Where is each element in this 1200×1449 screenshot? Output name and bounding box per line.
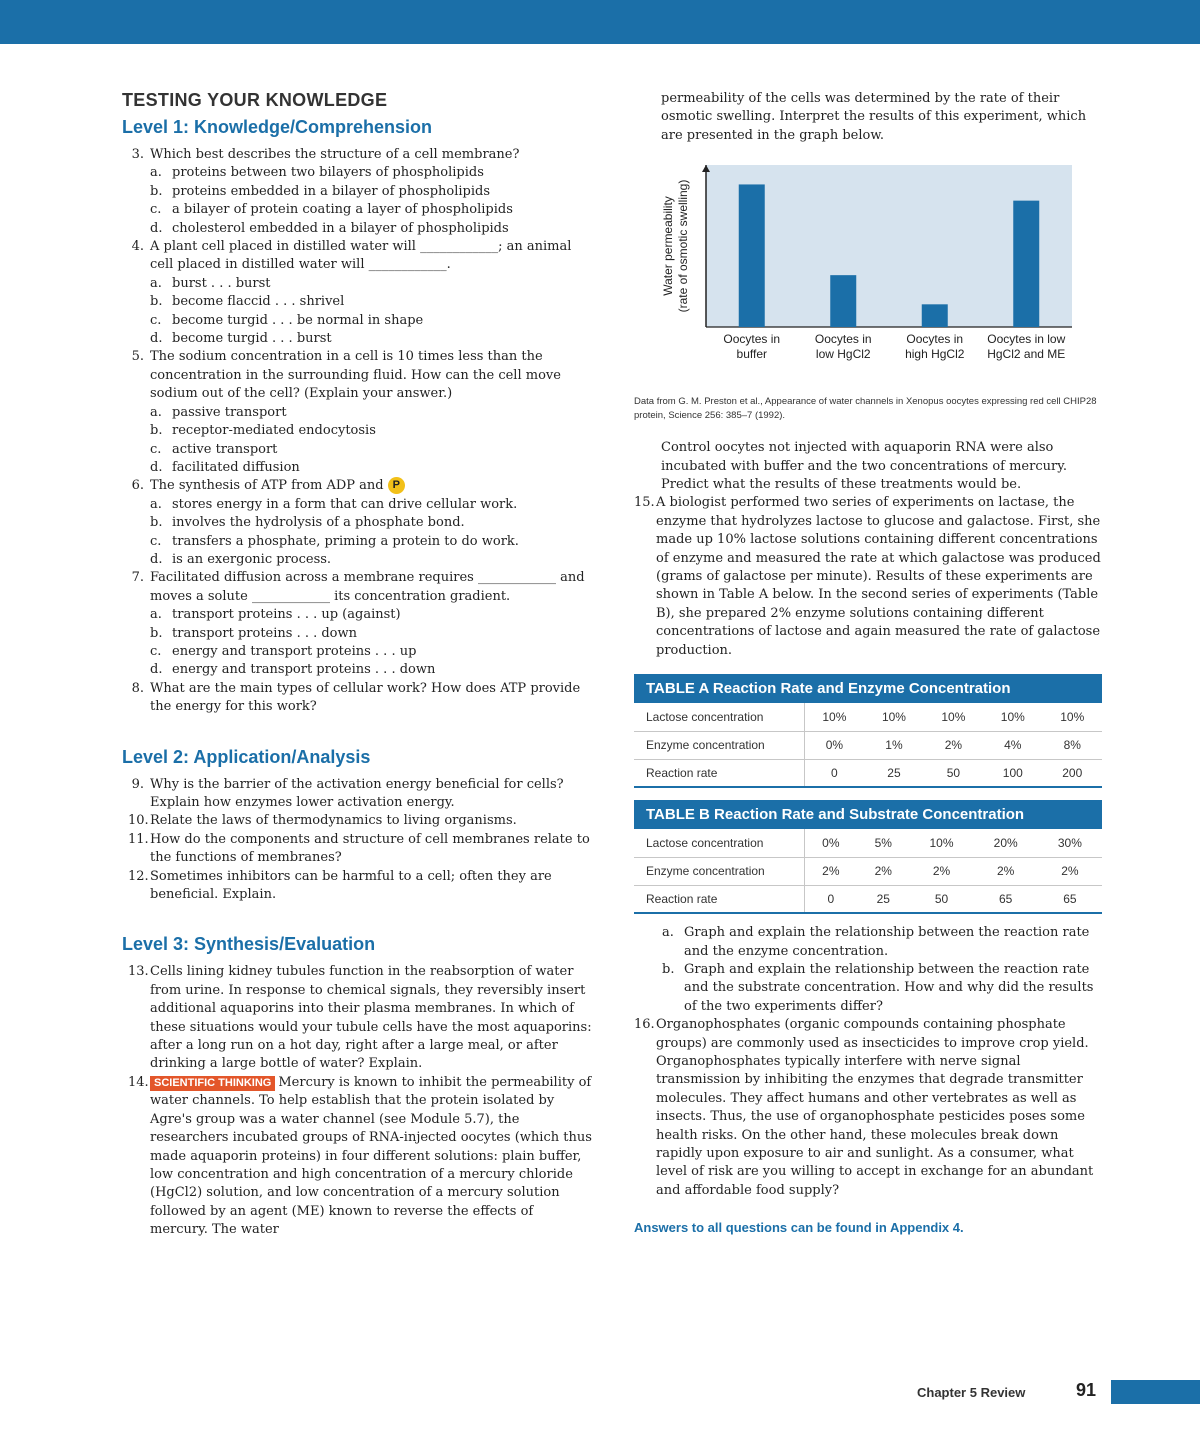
option-letter: a.	[150, 496, 162, 512]
y-axis-label: (rate of osmotic swelling)	[676, 179, 690, 313]
question	[128, 348, 592, 403]
question-number: 6.	[131, 478, 144, 494]
question-number: 3.	[131, 147, 144, 162]
option-letter: c.	[150, 202, 162, 218]
row-label: Enzyme concentration	[634, 731, 804, 759]
table-cell: 2%	[804, 857, 857, 885]
option-letter: b.	[662, 961, 675, 977]
table-cell: 0	[804, 759, 864, 787]
option-text: become flaccid . . . shrivel	[172, 294, 345, 310]
option-letter: c.	[150, 643, 162, 659]
table-cell: 50	[909, 885, 973, 913]
table-a-grid	[634, 703, 1102, 788]
answer-option	[150, 661, 592, 679]
table-cell: 0	[804, 885, 857, 913]
table-cell: 2%	[1038, 857, 1102, 885]
option-text: energy and transport proteins . . . up	[172, 643, 417, 659]
chart-caption: Data from G. M. Preston et al., Appearance of water channels in Xenopus oocytes expressing red cell CHIP28 protein, Science 256: 385–7 (1992).	[634, 396, 1097, 422]
chart-bar	[830, 275, 856, 327]
table-cell: 200	[1043, 759, 1102, 787]
table-b-grid	[634, 829, 1102, 914]
footer-bar	[1111, 1380, 1200, 1404]
answer-option	[150, 422, 592, 440]
option-letter: b.	[150, 423, 163, 439]
question-number: 9.	[131, 776, 144, 792]
question-text: A plant cell placed in distilled water will ____________; an animal cell placed in distilled water will ____________.	[150, 239, 572, 273]
option-text: active transport	[172, 441, 278, 457]
x-tick-label: HgCl2 and ME	[987, 347, 1066, 362]
question	[128, 868, 592, 905]
question-number: 7.	[131, 570, 144, 586]
table-cell: 2%	[857, 857, 909, 885]
page-number: 91	[1076, 1380, 1097, 1400]
table-row	[634, 857, 1102, 885]
chart-bar	[1013, 201, 1039, 327]
answer-option	[150, 441, 592, 459]
question	[128, 146, 592, 164]
option-letter: b.	[150, 625, 163, 641]
chart-bar	[922, 305, 948, 328]
table-cell: 100	[983, 759, 1042, 787]
question	[128, 776, 592, 813]
table-row	[634, 731, 1102, 759]
question-14-text: Mercury is known to inhibit the permeability of water channels. To help establish that the protein isolated by Agre's group was a water channel (see Module 5.7), the researchers incubated groups of RNA-injected oocytes (which thus made aquaporin proteins) in four different solutions: plain buffer, low concentration and high concentration of a mercury chloride (HgCl2) solution, and low concentration of a mercury solution followed by an agent (ME) known to reverse the effects of mercury. The water	[150, 1074, 592, 1238]
table-cell: 5%	[857, 829, 909, 857]
question-16: 16. Organophosphates (organic compounds containing phosphate groups) are commonly used as insecticides to improve crop yield. Organophosphates typically interfere with nerve signal transmission by inhibiting the enzymes that degrade transmitter molecules. They affect humans and other vertebrates as well as insects. Thus, the use of organophosphate pesticides poses some health risks. On the other hand, these molecules break down rapidly upon exposure to air and sunlight. As a consumer, what level of risk are you willing to accept in exchange for an abundant and affordable food supply?	[634, 1017, 1094, 1198]
control-oocytes-paragraph: Control oocytes not injected with aquaporin RNA were also incubated with buffer and the two concentrations of mercury. Predict what the results of these treatments would be.	[661, 440, 1067, 493]
option-letter: c.	[150, 533, 162, 549]
option-letter: b.	[150, 515, 163, 531]
question	[128, 831, 592, 868]
question-14: 14. SCIENTIFIC THINKING Mercury is known to inhibit the permeability of water channels. To help establish that the protein isolated by Agre's group was a water channel (see Module 5.7), the researchers incubated groups of RNA-injected oocytes (which thus made aquaporin proteins) in four different solutions: plain buffer, low concentration and high concentration of a mercury chloride (HgCl2) solution, and low concentration of a mercury solution followed by an agent (ME) known to reverse the effects of mercury. The water	[128, 1074, 592, 1238]
table-cell: 1%	[864, 731, 923, 759]
option-text: passive transport	[172, 404, 287, 420]
answer-option	[150, 330, 592, 348]
answer-option	[150, 496, 592, 514]
x-tick-label: Oocytes in	[814, 332, 872, 347]
question-text: What are the main types of cellular work? How does ATP provide the energy for this work?	[150, 680, 581, 715]
row-label: Lactose concentration	[634, 829, 804, 857]
level3-heading: Level 3: Synthesis/Evaluation	[122, 934, 376, 955]
option-text: stores energy in a form that can drive cellular work.	[172, 496, 518, 512]
question-13: 13. Cells lining kidney tubules function in the reabsorption of water from urine. In response to chemical signals, they reversibly insert additional aquaporins into their plasma membranes. In which of these situations would your tubule cells have the most aquaporins: after a long run on a hot day, right after a large meal, or after drinking a large bottle of water? Explain.	[128, 964, 592, 1072]
question	[128, 238, 592, 275]
table-cell: 10%	[924, 703, 983, 731]
option-letter: c.	[150, 312, 162, 328]
option-letter: d.	[150, 331, 163, 347]
scientific-thinking-badge: SCIENTIFIC THINKING	[150, 1076, 275, 1091]
question-number: 10.	[128, 813, 149, 829]
option-text: burst . . . burst	[172, 275, 271, 291]
table-a-title: TABLE A Reaction Rate and Enzyme Concentration	[634, 674, 1102, 703]
level2-questions	[122, 776, 592, 905]
phosphate-badge: P	[388, 477, 405, 494]
table-cell: 2%	[924, 731, 983, 759]
answer-option	[150, 643, 592, 661]
x-tick-label: Oocytes in low	[987, 332, 1066, 347]
option-letter: a.	[662, 925, 674, 941]
option-letter: a.	[150, 404, 162, 420]
option-text: become turgid . . . be normal in shape	[172, 312, 424, 328]
table-row	[634, 829, 1102, 857]
top-banner	[0, 0, 1200, 44]
answers-note: Answers to all questions can be found in Appendix 4.	[634, 1220, 964, 1236]
table-cell: 20%	[974, 829, 1038, 857]
option-text: energy and transport proteins . . . down	[172, 662, 436, 678]
question-number: 4.	[131, 239, 144, 255]
option-text: proteins embedded in a bilayer of phospholipids	[172, 183, 491, 199]
table-cell: 2%	[909, 857, 973, 885]
row-label: Reaction rate	[634, 885, 804, 913]
level1-questions	[122, 146, 592, 717]
question-text: How do the components and structure of cell membranes relate to the functions of membranes?	[150, 831, 590, 866]
table-cell: 10%	[983, 703, 1042, 731]
section-title: TESTING YOUR KNOWLEDGE	[122, 90, 388, 110]
answer-option	[150, 275, 592, 293]
option-letter: d.	[150, 459, 163, 475]
chart-bar	[739, 185, 765, 328]
option-text: cholesterol embedded in a bilayer of phospholipids	[172, 220, 509, 236]
option-letter: d.	[150, 220, 163, 236]
question	[128, 569, 592, 606]
x-tick-label: Oocytes in	[723, 332, 781, 347]
answer-option	[150, 551, 592, 569]
x-tick-label: buffer	[736, 347, 767, 362]
row-label: Reaction rate	[634, 759, 804, 787]
question-text: The sodium concentration in a cell is 10 times less than the concentration in the surrounding fluid. How can the cell move sodium out of the cell? (Explain your answer.)	[150, 349, 561, 402]
chart-svg	[634, 159, 1102, 389]
row-label: Lactose concentration	[634, 703, 804, 731]
option-text: Graph and explain the relationship between the reaction rate and the enzyme concentration.	[684, 925, 1090, 959]
answer-option	[150, 220, 592, 238]
answer-option	[150, 514, 592, 532]
table-row	[634, 885, 1102, 913]
option-text: a bilayer of protein coating a layer of phospholipids	[172, 202, 513, 218]
left-column	[122, 90, 592, 1240]
question-number: 8.	[131, 680, 144, 696]
y-axis-label: Water permeability	[661, 196, 675, 297]
question-text: Facilitated diffusion across a membrane requires ____________ and moves a solute ____________ its concentration gradient.	[150, 570, 585, 604]
question-text: Why is the barrier of the activation energy beneficial for cells? Explain how enzymes lower activation energy.	[150, 776, 564, 810]
table-cell: 10%	[909, 829, 973, 857]
option-text: become turgid . . . burst	[172, 331, 332, 347]
table-cell: 2%	[974, 857, 1038, 885]
question-text: Relate the laws of thermodynamics to living organisms.	[150, 813, 517, 829]
table-cell: 65	[1038, 885, 1102, 913]
level2-heading: Level 2: Application/Analysis	[122, 746, 371, 767]
table-b	[634, 800, 1102, 914]
option-text: transfers a phosphate, priming a protein to do work.	[172, 533, 519, 549]
table-row	[634, 703, 1102, 731]
table-cell: 0%	[804, 829, 857, 857]
table-cell: 50	[924, 759, 983, 787]
question-text: The synthesis of ATP from ADP and P	[150, 477, 592, 495]
answer-option	[150, 606, 592, 624]
question	[128, 812, 592, 830]
question-text: Sometimes inhibitors can be harmful to a cell; often they are beneficial. Explain.	[150, 868, 552, 903]
option-text: transport proteins . . . down	[172, 625, 358, 641]
table-cell: 65	[974, 885, 1038, 913]
table-row	[634, 759, 1102, 787]
table-cell: 8%	[1043, 731, 1102, 759]
x-tick-label: Oocytes in	[906, 332, 964, 347]
table-cell: 25	[857, 885, 909, 913]
option-letter: d.	[150, 662, 163, 678]
option-text: facilitated diffusion	[172, 459, 300, 475]
table-cell: 10%	[864, 703, 923, 731]
question-number: 12.	[128, 868, 149, 884]
option-letter: a.	[150, 275, 162, 291]
answer-option	[150, 201, 592, 219]
table-cell: 0%	[804, 731, 864, 759]
answer-option	[150, 312, 592, 330]
water-permeability-chart	[634, 159, 1102, 389]
answer-option	[150, 459, 592, 477]
table-cell: 10%	[1043, 703, 1102, 731]
option-text: Graph and explain the relationship between the reaction rate and the substrate concentration. How and why did the results of the two experiments differ?	[684, 961, 1094, 1014]
answer-option	[150, 164, 592, 182]
option-text: proteins between two bilayers of phospholipids	[172, 165, 484, 181]
option-letter: b.	[150, 183, 163, 199]
answer-option	[662, 924, 1102, 961]
option-letter: c.	[150, 441, 162, 457]
right-column	[634, 90, 1102, 1235]
answer-option	[150, 404, 592, 422]
option-letter: b.	[150, 294, 163, 310]
table-cell: 4%	[983, 731, 1042, 759]
x-tick-label: low HgCl2	[815, 347, 871, 362]
question-number: 11.	[128, 831, 149, 847]
table-b-title: TABLE B Reaction Rate and Substrate Concentration	[634, 800, 1102, 829]
option-text: receptor-mediated endocytosis	[172, 423, 376, 439]
option-letter: a.	[150, 165, 162, 181]
option-letter: d.	[150, 551, 163, 567]
level1-heading: Level 1: Knowledge/Comprehension	[122, 117, 433, 137]
option-text: involves the hydrolysis of a phosphate bond.	[172, 515, 465, 531]
answer-option	[662, 961, 1102, 1016]
question	[128, 477, 592, 495]
question-14-continuation: permeability of the cells was determined by the rate of their osmotic swelling. Interpret the results of this experiment, which are presented in the graph below.	[661, 91, 1087, 143]
question-15: 15. A biologist performed two series of experiments on lactase, the enzyme that hydrolyzes lactose to glucose and galactose. First, she made up 10% lactose solutions containing different concentrations of enzyme and measured the rate at which galactose was produced (grams of galactose per minute). Results of these experiments are shown in Table A below. In the second series of experiments (Table B), she prepared 2% enzyme solutions containing different concentrations of lactose and again measured the rate of galactose production.	[634, 495, 1101, 658]
row-label: Enzyme concentration	[634, 857, 804, 885]
table-cell: 30%	[1038, 829, 1102, 857]
question-number: 5.	[131, 349, 144, 365]
option-text: transport proteins . . . up (against)	[172, 607, 401, 623]
table-cell: 25	[864, 759, 923, 787]
answer-option	[150, 183, 592, 201]
question	[128, 680, 592, 717]
option-text: is an exergonic process.	[172, 551, 332, 567]
table-cell: 10%	[804, 703, 864, 731]
x-tick-label: high HgCl2	[905, 347, 965, 362]
answer-option	[150, 625, 592, 643]
chapter-review-label: Chapter 5 Review	[917, 1385, 1026, 1400]
table-a	[634, 674, 1102, 788]
question-text: Which best describes the structure of a cell membrane?	[150, 147, 520, 162]
option-letter: a.	[150, 607, 162, 623]
question-15-parts	[634, 924, 1102, 1016]
answer-option	[150, 533, 592, 551]
answer-option	[150, 293, 592, 311]
